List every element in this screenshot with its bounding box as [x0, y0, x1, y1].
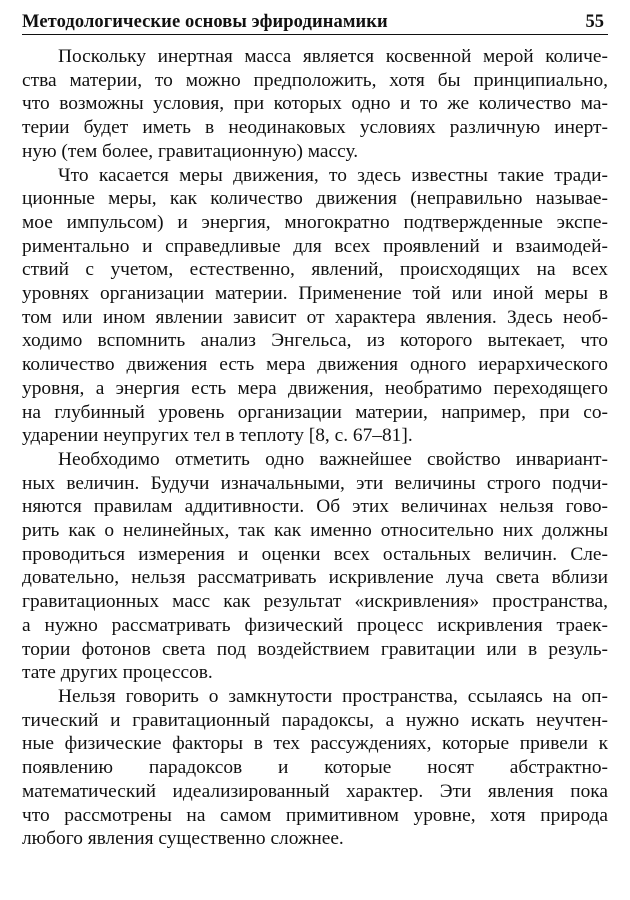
text-line: что возможны условия, при которых одно и то же количество ма-: [22, 93, 608, 115]
running-header: [22, 8, 608, 35]
page-number: 55: [585, 12, 604, 32]
text-line: Нельзя говорить о замкнутости пространства, ссылаясь на оп-: [58, 685, 608, 707]
text-line: количество движения есть мера движения одного иерархического: [22, 354, 608, 376]
body-text: [22, 45, 608, 851]
text-line: ства материи, то можно предположить, хотя бы принципиально,: [22, 69, 608, 91]
text-line: няются правилам аддитивности. Об этих величинах нельзя гово-: [22, 496, 608, 518]
text-line: терии будет иметь в неодинаковых условиях различную инерт-: [22, 117, 608, 139]
text-line: ударении неупругих тел в теплоту [8, с. 67–81].: [22, 425, 413, 447]
text-line: мое импульсом) и энергия, многократно подтвержденные экспе-: [22, 211, 608, 233]
paragraph: [22, 448, 608, 685]
text-line: ных величин. Будучи изначальными, эти величины строго подчи-: [22, 472, 608, 494]
text-line: довательно, нельзя рассматривать искривление луча света вблизи: [22, 567, 608, 589]
text-line: тате других процессов.: [22, 662, 213, 684]
text-line: уровня, а энергия есть мера движения, необратимо переходящего: [22, 377, 608, 399]
text-line: математический идеализированный характер. Эти явления пока: [22, 780, 608, 802]
text-line: риментально и справедливые для всех проявлений и взаимодей-: [22, 235, 608, 257]
text-line: том или ином явлении зависит от характера явления. Здесь необ-: [22, 306, 608, 328]
text-line: ствий с учетом, естественно, явлений, происходящих на всех: [22, 259, 608, 281]
text-line: Поскольку инертная масса является косвенной мерой количе-: [58, 46, 608, 67]
text-line: Необходимо отметить одно важнейшее свойство инвариант-: [58, 448, 608, 470]
text-line: тический и гравитационный парадоксы, а нужно искать неучтен-: [22, 709, 608, 731]
text-line: любого явления существенно сложнее.: [22, 828, 344, 850]
text-line: ходимо вспомнить анализ Энгельса, из которого вытекает, что: [22, 330, 608, 352]
paragraph: [22, 164, 608, 448]
text-line: появлению парадоксов и которые носят абстрактно-: [22, 757, 608, 779]
text-line: ционные меры, как количество движения (неправильно называе-: [22, 188, 608, 210]
text-line: рить как о нелинейных, так как именно относительно них должны: [22, 520, 608, 542]
paragraph: [22, 685, 608, 851]
paragraph: [22, 45, 608, 164]
text-line: проводиться измерения и оценки всех остальных величин. Сле-: [22, 543, 608, 565]
text-line: ную (тем более, гравитационную) массу.: [22, 140, 359, 162]
text-line: уровнях организации материи. Применение той или иной меры в: [22, 283, 608, 305]
text-line: тории фотонов света под воздействием гравитации или в резуль-: [22, 638, 608, 660]
text-line: ные физические факторы в тех рассуждениях, которые привели к: [22, 733, 608, 755]
text-line: Что касается меры движения, то здесь известны такие тради-: [58, 164, 608, 186]
text-line: на глубинный уровень организации материи, например, при со-: [22, 401, 608, 423]
text-line: а нужно рассматривать физический процесс искривления траек-: [22, 614, 608, 636]
chapter-title: Методологические основы эфиродинамики: [22, 12, 388, 32]
text-line: что рассмотрены на самом примитивном уровне, хотя природа: [22, 804, 608, 826]
text-line: гравитационных масс как результат «искривления» пространства,: [22, 591, 608, 613]
